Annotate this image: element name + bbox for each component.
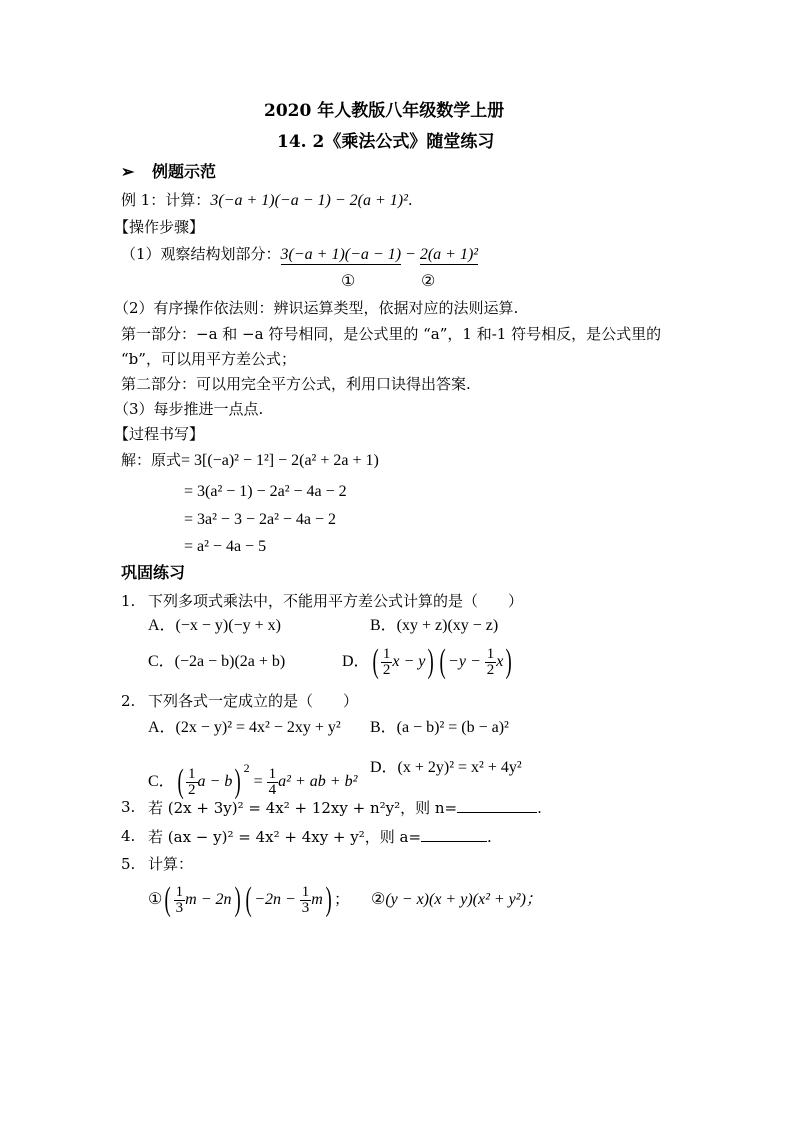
q2-option-a: A．(2x − y)² = 4x² − 2xy + y²	[148, 719, 341, 736]
part1-line1: 第一部分：−a 和 −a 符号相同，是公式里的 “a”，1 和-1 符号相反，是公式里的	[121, 325, 662, 343]
solution-step-4: = a² − 4a − 5	[184, 538, 267, 555]
example-prompt	[121, 191, 413, 210]
q4-answer-blank[interactable]	[421, 827, 487, 842]
q1-stem: 下列多项式乘法中，不能用平方差公式计算的是（ ）	[148, 592, 524, 610]
q4-end: .	[487, 828, 492, 846]
q2-c-rest: a² + ab + b²	[278, 773, 358, 790]
q2-stem: 下列各式一定成立的是（ ）	[148, 692, 359, 710]
q2-number: 2.	[121, 692, 136, 710]
doc-subtitle: 14. 2《乘法公式》随堂练习	[277, 132, 495, 152]
q1-option-a: A．(−x − y)(−y + x)	[148, 617, 281, 634]
step2: （2）有序操作依法则：辨识运算类型，依据对应的法则运算.	[114, 299, 519, 317]
arrow-bullet-icon: ➢	[121, 162, 135, 181]
q2-c-inner: a − b	[197, 773, 233, 790]
q5-item1-part3: m	[311, 891, 323, 908]
q5-fraction1: $\frac{1}{3}$	[175, 883, 184, 916]
part-marker-1: ①	[341, 271, 356, 290]
q2-c-fraction2: $\frac{1}{4}$	[268, 765, 277, 798]
q3-line	[148, 798, 542, 817]
prompt-expression: 3(−a + 1)(−a − 1) − 2(a + 1)²	[210, 192, 408, 209]
example-section-heading	[121, 163, 216, 181]
section-title: 例题示范	[151, 162, 216, 181]
q5-item2-marker: ②	[371, 889, 386, 908]
q4-number: 4.	[121, 827, 136, 845]
q4-line	[148, 827, 492, 846]
q2-option-b: B．(a − b)² = (b − a)²	[370, 719, 509, 736]
solution-line-1	[121, 451, 379, 470]
q2-option-d: D．(x + 2y)² = x² + 4y²	[370, 759, 522, 776]
step1	[121, 245, 478, 265]
doc-title: 2020 年人教版八年级数学上册	[264, 101, 505, 121]
q1-option-c: C．(−2a − b)(2a + b)	[148, 653, 286, 670]
q5-item1-part1: m − 2n	[185, 891, 232, 908]
step1-minus: −	[401, 246, 420, 263]
prompt-prefix: 例 1：计算：	[121, 191, 211, 209]
q1-d-part1: x − y	[392, 653, 426, 670]
q5-number: 5.	[121, 855, 136, 873]
q1-d-fraction2: $\frac{1}{2}$	[486, 645, 495, 678]
q1-d-part2: −y −	[448, 653, 485, 670]
q5-item1: ①( $\frac{1}{3}$ m − 2n) ( −2n − $\frac{1}{3}$ m) ；	[148, 881, 350, 918]
q2-c-equals: =	[249, 773, 267, 790]
part-marker-2: ②	[421, 271, 436, 290]
q3-number: 3.	[121, 798, 136, 816]
q2-c-exponent: 2	[243, 761, 250, 775]
q3-answer-blank[interactable]	[457, 798, 537, 813]
solution-label: 解：原式	[121, 451, 182, 469]
q5-item2	[371, 890, 542, 909]
solution-step-1: = 3[(−a)² − 1²] − 2(a² + 2a + 1)	[181, 452, 379, 469]
q5-item1-part2: −2n −	[254, 891, 300, 908]
q4-stem: 若 (ax − y)² = 4x² + 4xy + y²，则 a=	[148, 828, 422, 846]
q5-item1-marker: ①	[148, 889, 163, 908]
step1-part2: 2(a + 1)²	[419, 246, 479, 263]
q3-end: .	[537, 799, 542, 817]
step3: （3）每步推进一点点.	[114, 400, 264, 418]
step1-prefix: （1）观察结构划部分：	[121, 245, 281, 263]
step1-part1: 3(−a + 1)(−a − 1)	[280, 246, 402, 263]
steps-heading: 【操作步骤】	[114, 218, 205, 236]
q1-option-b: B．(xy + z)(xy − z)	[370, 617, 499, 634]
q1-option-d: D．( $\frac{1}{2}$ x − y) ( −y − $\frac{1}{2}$ x)	[342, 643, 513, 680]
q1-d-label: D．	[342, 653, 370, 670]
q5-item2-expression: (y − x)(x + y)(x² + y²)；	[385, 891, 542, 908]
solution-step-3: = 3a² − 3 − 2a² − 4a − 2	[184, 511, 337, 528]
q5-fraction2: $\frac{1}{3}$	[301, 883, 310, 916]
q3-stem: 若 (2x + 3y)² = 4x² + 12xy + n²y²，则 n=	[148, 799, 458, 817]
q2-c-fraction: $\frac{1}{2}$	[188, 765, 196, 798]
q5-stem: 计算：	[148, 855, 194, 873]
practice-heading: 巩固练习	[121, 563, 186, 582]
part2: 第二部分：可以用完全平方公式，利用口诀得出答案.	[121, 375, 471, 393]
solution-step-2: = 3(a² − 1) − 2a² − 4a − 2	[184, 483, 347, 500]
part1-line2: “b”，可以用平方差公式；	[121, 350, 296, 368]
q1-d-fraction: $\frac{1}{2}$	[382, 645, 391, 678]
q5-item1-end: ；	[334, 890, 350, 908]
process-heading: 【过程书写】	[114, 425, 205, 443]
q2-c-label: C．	[148, 773, 175, 790]
q1-d-part3: x	[496, 653, 504, 670]
q1-number: 1.	[121, 592, 136, 610]
q2-option-c: C．( $\frac{1}{2}$ a − b) $^2$ = $\frac{1}{4}$ a² + ab + b²	[148, 761, 358, 800]
prompt-end: .	[407, 191, 413, 209]
